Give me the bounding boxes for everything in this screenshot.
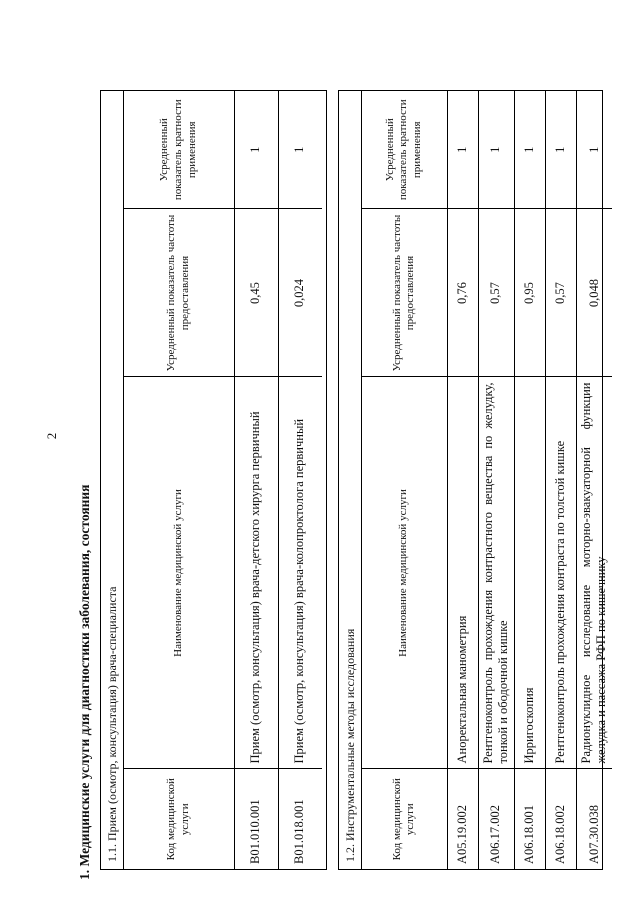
header-multiplicity: Усредненный показатель кратности применения (124, 91, 234, 209)
services-table (362, 91, 612, 869)
table-header-row (124, 91, 234, 869)
header-code: Код медицинской услуги (362, 769, 447, 869)
header-frequency: Усредненный показатель частоты предоставления (362, 209, 447, 377)
section-heading: 1. Медицинские услуги для диагностики заболевания, состояния (77, 484, 92, 880)
service-frequency: 0,57 (545, 209, 576, 377)
table-header-row (362, 91, 447, 869)
service-multiplicity: 1 (278, 91, 322, 209)
header-frequency: Усредненный показатель частоты предоставления (124, 209, 234, 377)
table-row (514, 91, 545, 869)
table-row (447, 91, 478, 869)
services-table (124, 91, 322, 869)
document-content (72, 80, 609, 880)
section-title: 1.2. Инструментальные методы исследования (339, 91, 362, 869)
service-multiplicity: 1 (234, 91, 278, 209)
table-row (576, 91, 612, 869)
service-multiplicity: 1 (514, 91, 545, 209)
section-consultations (100, 90, 327, 870)
page-number: 2 (44, 432, 59, 440)
service-multiplicity: 1 (478, 91, 514, 209)
service-multiplicity: 1 (545, 91, 576, 209)
table-row (278, 91, 322, 869)
service-name: Рентгеноконтроль прохождения контраста по толстой кишке (545, 377, 576, 769)
header-name: Наименование медицинской услуги (362, 377, 447, 769)
service-frequency: 0,45 (234, 209, 278, 377)
service-name: Рентгеноконтроль прохождения контрастного вещества по желудку, тонкой и ободочной кишке (478, 377, 514, 769)
service-code: B01.018.001 (278, 769, 322, 869)
service-code: B01.010.001 (234, 769, 278, 869)
service-code: A06.18.001 (514, 769, 545, 869)
service-frequency: 0,048 (576, 209, 612, 377)
service-code: A07.30.038 (576, 769, 612, 869)
service-frequency: 0,57 (478, 209, 514, 377)
service-code: A05.19.002 (447, 769, 478, 869)
service-frequency: 0,95 (514, 209, 545, 377)
service-multiplicity: 1 (576, 91, 612, 209)
service-name: Прием (осмотр, консультация) врача-колопроктолога первичный (278, 377, 322, 769)
service-name: Аноректальная манометрия (447, 377, 478, 769)
header-code: Код медицинской услуги (124, 769, 234, 869)
table-row (478, 91, 514, 869)
service-frequency: 0,76 (447, 209, 478, 377)
service-name: Ирригоскопия (514, 377, 545, 769)
service-multiplicity: 1 (447, 91, 478, 209)
service-frequency: 0,024 (278, 209, 322, 377)
table-row (234, 91, 278, 869)
header-name: Наименование медицинской услуги (124, 377, 234, 769)
section-title: 1.1. Прием (осмотр, консультация) врача-специалиста (101, 91, 124, 869)
service-code: A06.17.002 (478, 769, 514, 869)
service-name: Прием (осмотр, консультация) врача-детского хирурга первичный (234, 377, 278, 769)
service-name: Радионуклидное исследование моторно-эвакуаторной функции желудка и пассажа РФП по кишечнику (576, 377, 612, 769)
service-code: A06.18.002 (545, 769, 576, 869)
header-multiplicity: Усредненный показатель кратности применения (362, 91, 447, 209)
section-instrumental (338, 90, 609, 870)
table-row (545, 91, 576, 869)
